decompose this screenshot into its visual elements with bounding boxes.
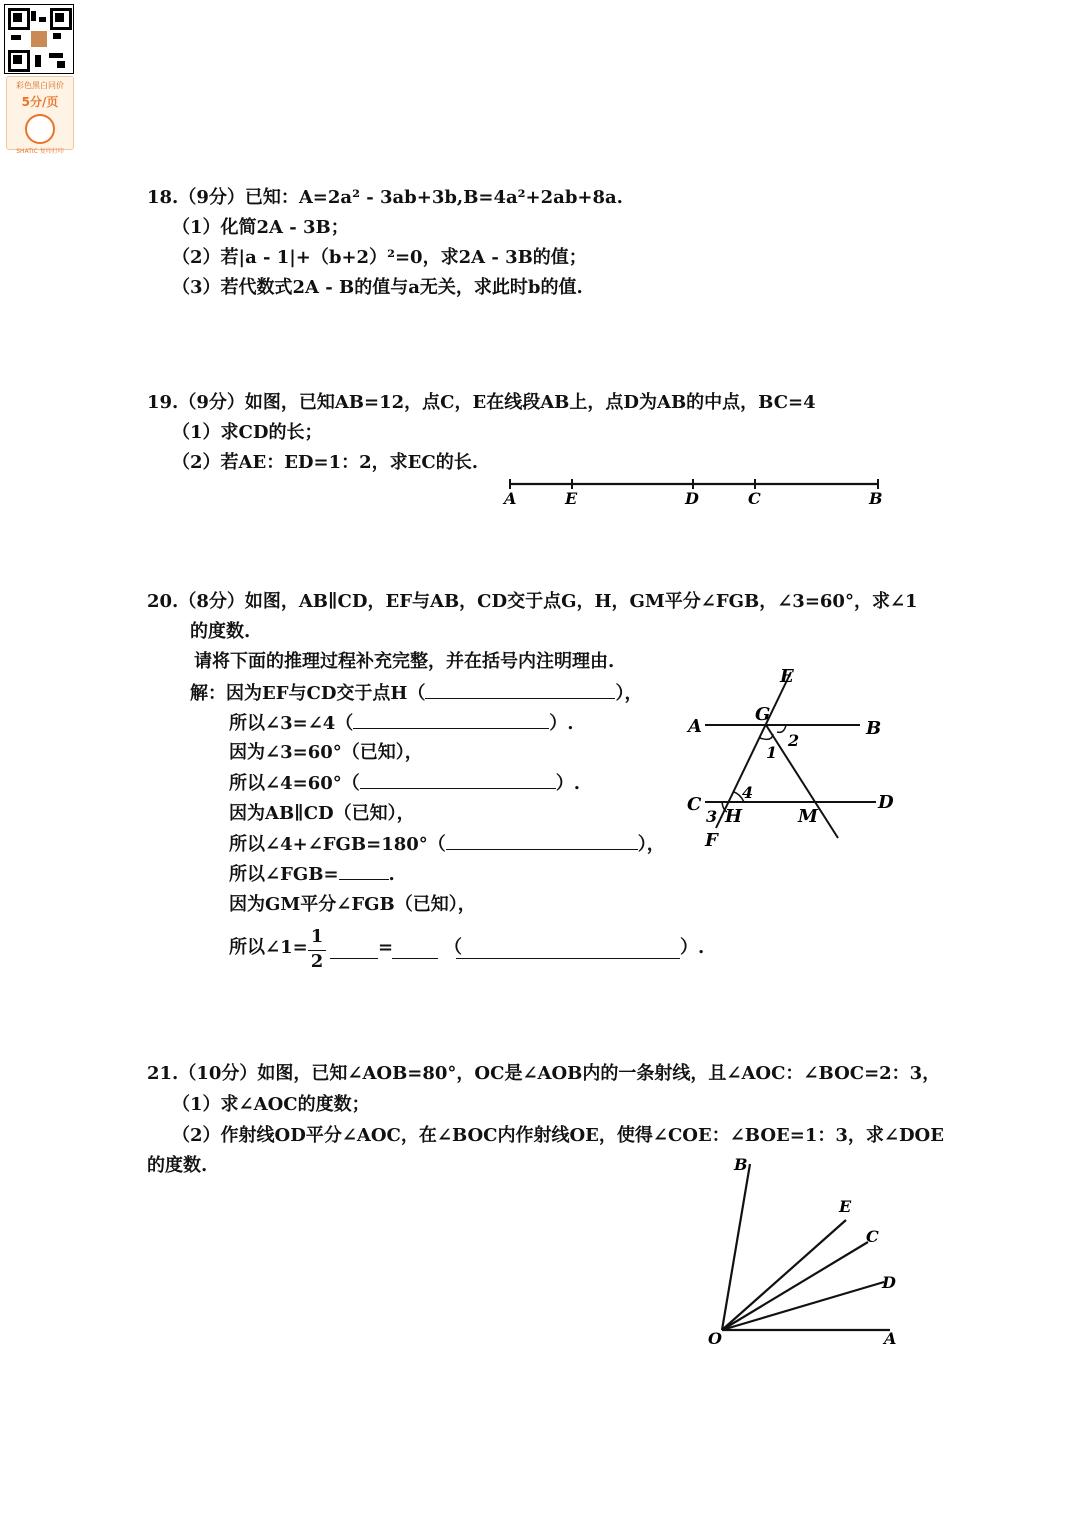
ray-oc: [722, 1242, 868, 1330]
label-e: E: [839, 1197, 852, 1216]
label-c: C: [687, 794, 702, 815]
q20-header-line1: 20.（8分）如图，AB∥CD，EF与AB，CD交于点G，H，GM平分∠FGB，∠3=60°，求∠1: [147, 591, 918, 612]
q18-part2: （2）若|a - 1|+（b+2）²=0，求2A - 3B的值；: [172, 247, 587, 268]
q20-step2-end: ）.: [549, 713, 574, 734]
watermark-line1: 彩色黑白同价: [16, 81, 64, 90]
ray-oe: [722, 1220, 846, 1330]
q20-step7-text: 所以∠FGB=: [229, 864, 339, 885]
label-b: B: [866, 718, 882, 739]
label-o: O: [708, 1329, 722, 1348]
q20-step6: [229, 833, 665, 856]
q20-step6-text: 所以∠4+∠FGB=180°（: [229, 834, 446, 855]
q19-segment-diagram: [490, 470, 900, 510]
q20-instruction: 请将下面的推理过程补充完整，并在括号内注明理由.: [194, 651, 615, 672]
line-ef: [716, 672, 791, 828]
label-d: D: [878, 792, 894, 813]
q19-part2: （2）若AE：ED=1：2，求EC的长.: [172, 452, 478, 473]
blank-2[interactable]: [353, 712, 549, 729]
q18-header: 18.（9分）已知：A=2a² - 3ab+3b,B=4a²+2ab+8a.: [147, 187, 623, 208]
blank-3[interactable]: [360, 772, 556, 789]
label-a: A: [688, 716, 702, 737]
label-m: M: [798, 806, 818, 827]
q20-step2: [229, 712, 574, 735]
blank-7[interactable]: [392, 958, 438, 959]
q20-step4-text: 所以∠4=60°（: [229, 773, 360, 794]
q20-step4: [229, 772, 580, 795]
q20-step1: [190, 682, 642, 705]
q21-angle-diagram: [700, 1150, 910, 1350]
q20-parallel-lines-diagram: [680, 660, 910, 860]
watermark-badge: [6, 76, 74, 155]
angle2-arc: [777, 725, 786, 732]
label-e: E: [565, 489, 578, 508]
label-b: B: [869, 489, 883, 508]
q20-step2-text: 所以∠3=∠4（: [229, 713, 354, 734]
blank-8[interactable]: [456, 958, 680, 959]
q20-step8: 因为GM平分∠FGB（已知），: [229, 894, 476, 915]
watermark-line2: 5分/页: [21, 95, 59, 109]
q20-step9-open: （: [444, 937, 462, 958]
label-angle4: 4: [742, 783, 754, 802]
q21-part1: （1）求∠AOC的度数；: [172, 1094, 370, 1115]
q20-header-line2: 的度数.: [190, 621, 251, 642]
label-angle1: 1: [766, 743, 778, 762]
label-c: C: [866, 1227, 879, 1246]
angle1-arc: [760, 734, 773, 739]
ray-od: [722, 1282, 884, 1330]
label-e: E: [780, 666, 794, 687]
blank-6[interactable]: [330, 958, 378, 959]
q19-header: 19.（9分）如图，已知AB=12，点C，E在线段AB上，点D为AB的中点，BC=4: [147, 392, 816, 413]
q20-step7-end: .: [388, 864, 395, 885]
ray-ob: [722, 1164, 750, 1330]
fraction-numerator: 1: [310, 926, 324, 947]
label-b: B: [734, 1155, 748, 1174]
q20-step9-end: ）.: [680, 937, 705, 958]
qr-code: [4, 4, 74, 74]
blank-1[interactable]: [425, 682, 615, 699]
label-d: D: [685, 489, 699, 508]
q20-step4-end: ）.: [555, 773, 581, 794]
blank-4[interactable]: [446, 833, 638, 850]
q21-part2-cont: 的度数.: [147, 1155, 208, 1176]
label-a: A: [504, 489, 517, 508]
label-f: F: [705, 830, 718, 851]
q20-step1-text: 解：因为EF与CD交于点H（: [190, 683, 426, 704]
equals-sign: =: [378, 937, 394, 958]
label-angle3: 3: [706, 807, 718, 826]
label-g: G: [755, 704, 771, 725]
label-angle2: 2: [788, 731, 800, 750]
q20-step9-text: 所以∠1=: [229, 937, 308, 958]
q19-part1: （1）求CD的长；: [172, 422, 323, 443]
q20-step6-end: ），: [637, 834, 665, 855]
q18-part3: （3）若代数式2A - B的值与a无关，求此时b的值.: [172, 277, 583, 298]
label-h: H: [725, 806, 743, 827]
q20-step1-end: ），: [615, 683, 643, 704]
label-d: D: [882, 1273, 896, 1292]
fraction-denominator: 2: [310, 951, 324, 972]
q21-part2: （2）作射线OD平分∠AOC，在∠BOC内作射线OE，使得∠COE：∠BOE=1：3，求∠DOE: [172, 1125, 944, 1146]
label-c: C: [748, 489, 761, 508]
watermark-line3: SHATIC 复印打印: [16, 148, 64, 155]
shop-logo-icon: [25, 114, 55, 144]
q20-step3: 因为∠3=60°（已知），: [229, 742, 423, 763]
q18-part1: （1）化简2A - 3B；: [172, 217, 349, 238]
blank-5[interactable]: [339, 863, 389, 880]
q21-header: 21.（10分）如图，已知∠AOB=80°，OC是∠AOB内的一条射线，且∠AOC：∠BOC=2：3，: [147, 1063, 941, 1084]
q20-step5: 因为AB∥CD（已知），: [229, 803, 415, 824]
q20-step7: [229, 863, 395, 886]
label-a: A: [884, 1329, 897, 1348]
